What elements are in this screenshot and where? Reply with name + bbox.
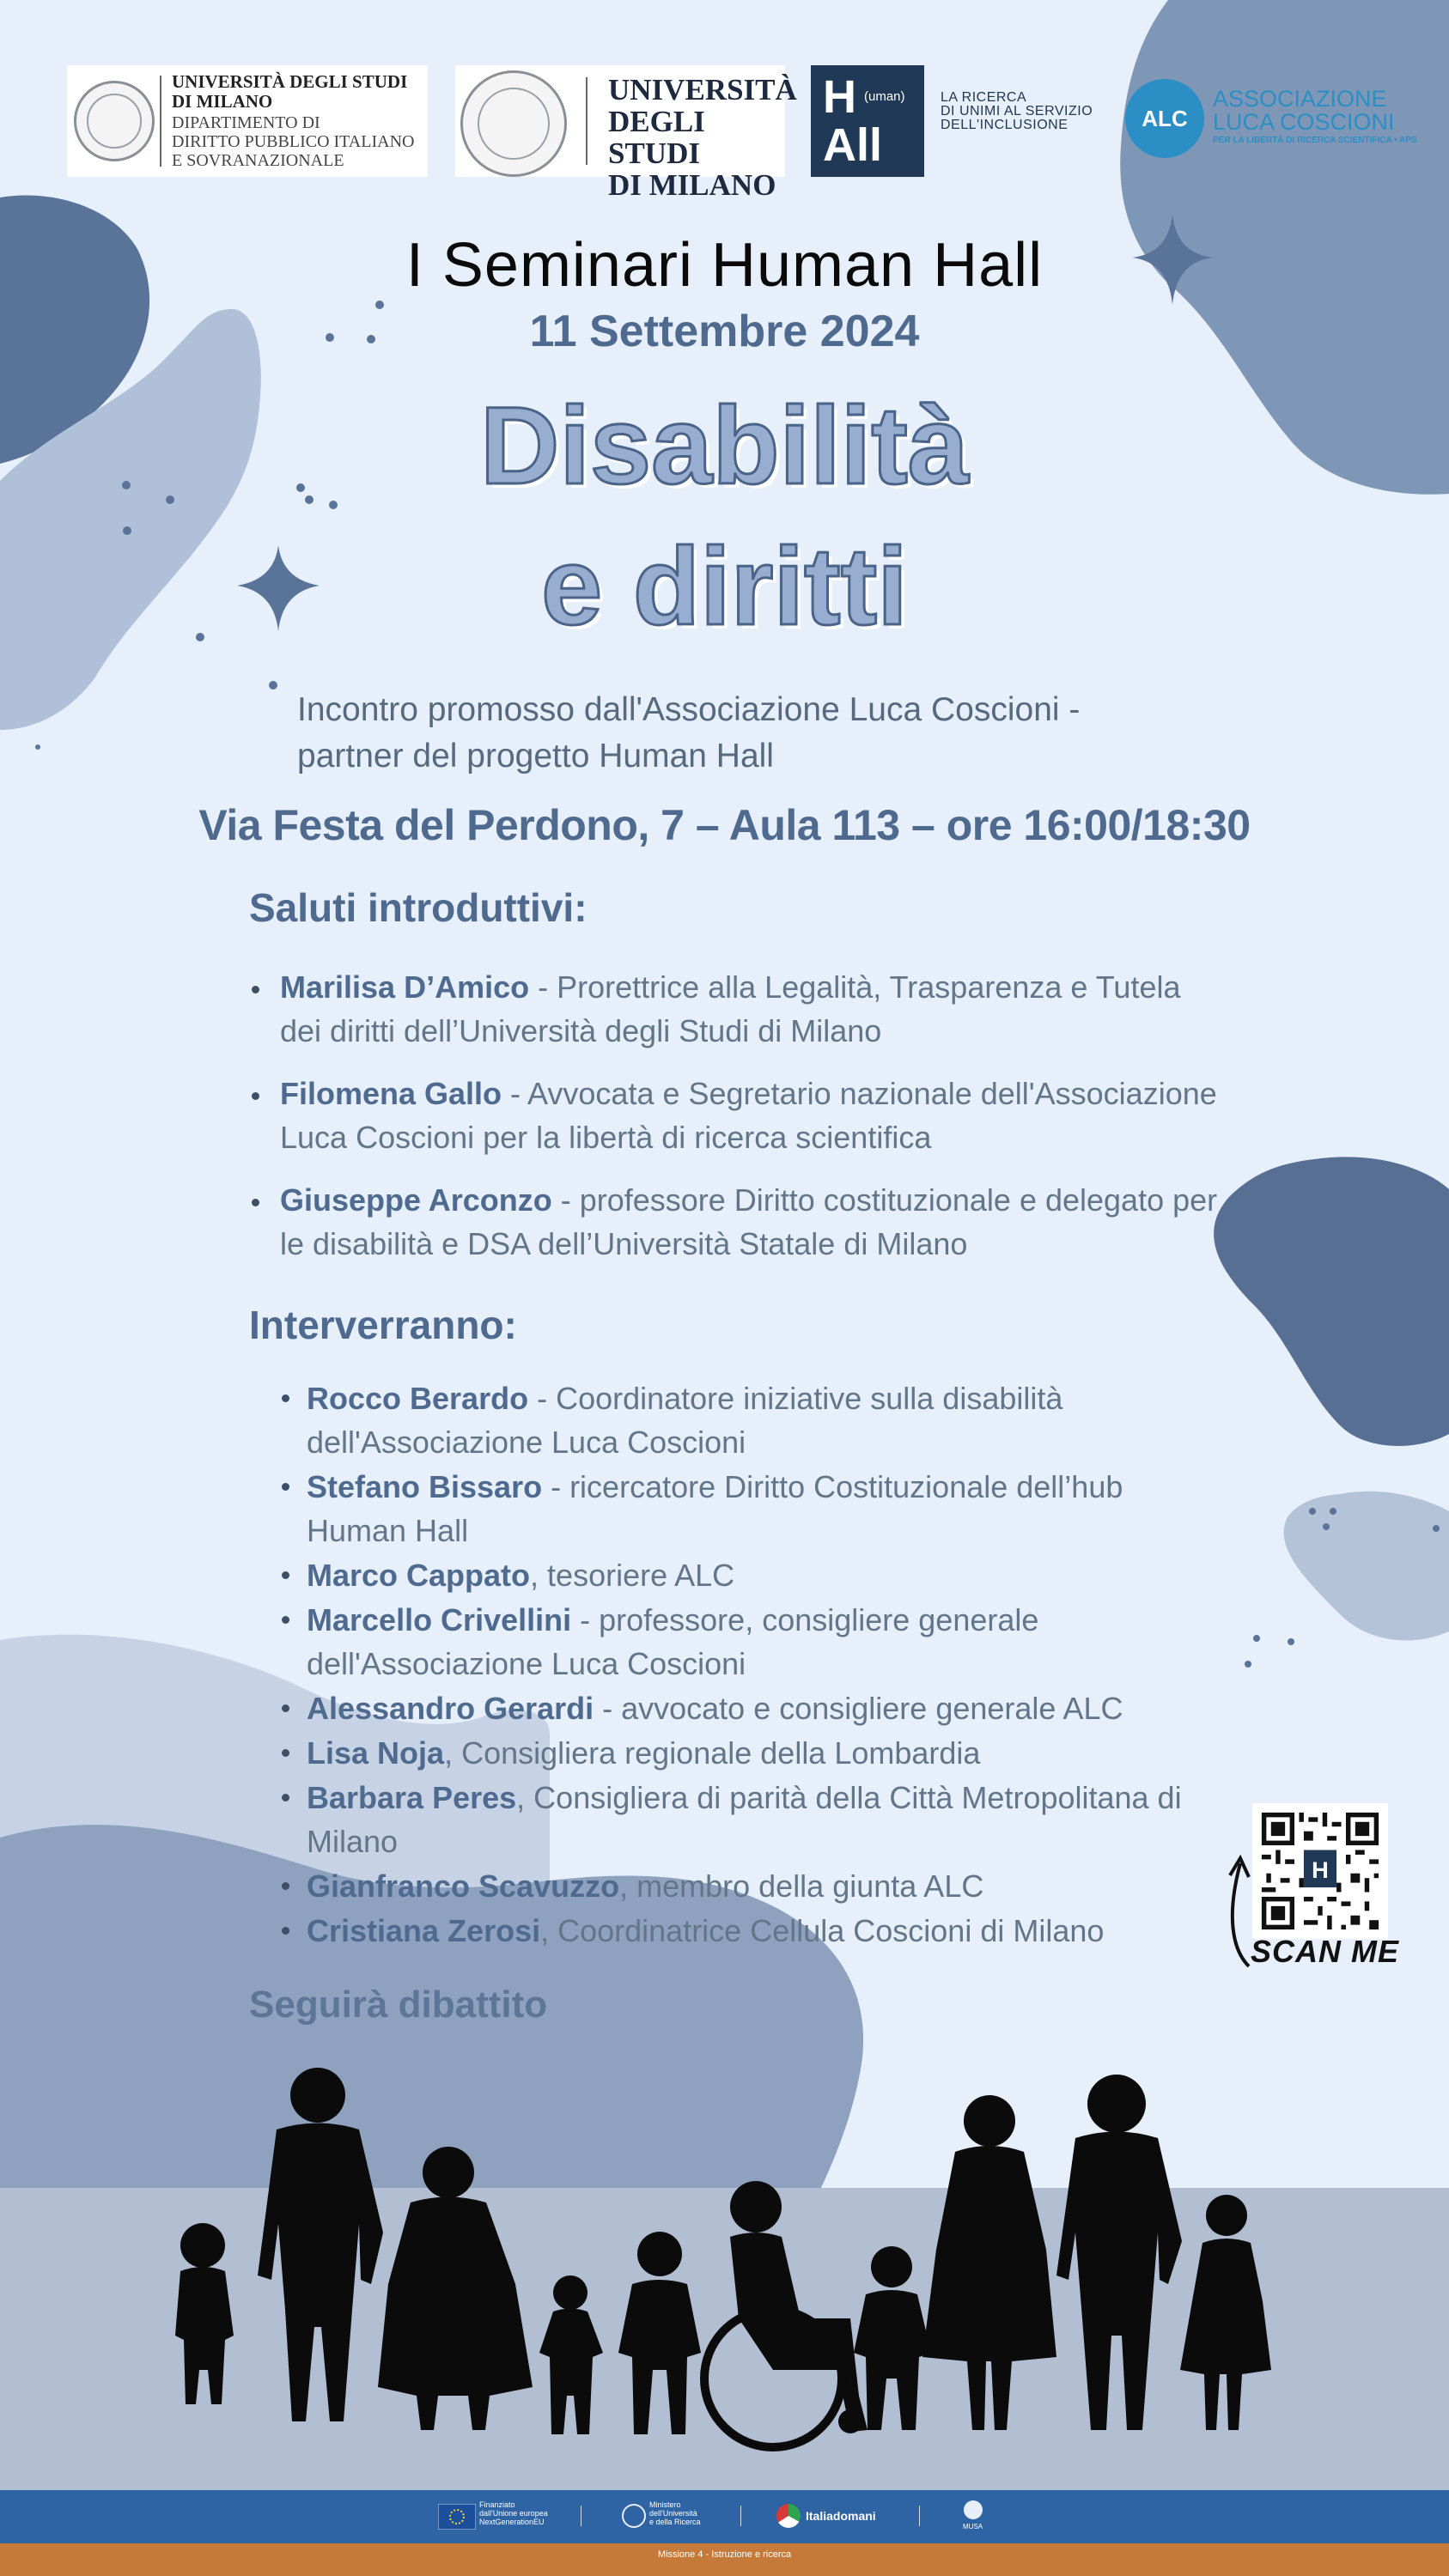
speaker-role: , tesoriere ALC — [530, 1558, 735, 1593]
speaker-name: Alessandro Gerardi — [307, 1691, 594, 1726]
musa-text: MUSA — [963, 2523, 983, 2530]
speaker-name: Marcello Crivellini — [307, 1602, 572, 1637]
human-hall-logo — [811, 65, 924, 177]
speaker-role: - professore Diritto costituzionale e delegato per — [551, 1182, 1218, 1218]
bullet-icon — [252, 1092, 259, 1100]
speaker-role: , Coordinatrice Cellula Coscioni di Milano — [540, 1913, 1105, 1948]
university-seal-icon — [460, 70, 567, 177]
ministry-text: Ministero dell'Università e della Ricerca — [649, 2500, 701, 2526]
speaker-item — [307, 1776, 1182, 1863]
speaker-item — [307, 1686, 1123, 1730]
speaker-name: Filomena Gallo — [280, 1076, 502, 1111]
speaker-role-cont: Luca Coscioni per la libertà di ricerca scientifica — [280, 1120, 932, 1155]
bullet-icon — [282, 1571, 289, 1579]
eu-funding-text: Finanziato dall'Unione europea NextGenerationEU — [479, 2500, 548, 2526]
bullet-icon — [282, 1927, 289, 1935]
speaker-item — [307, 1864, 983, 1908]
speaker-role-cont: dell'Associazione Luca Coscioni — [307, 1646, 746, 1681]
speaker-item — [307, 1909, 1104, 1953]
university-name-large: UNIVERSITÀ DEGLI STUDI DI MILANO — [608, 73, 797, 202]
ministry-emblem-icon — [622, 2504, 646, 2528]
eu-flag-icon — [438, 2504, 476, 2530]
bullet-icon — [282, 1483, 289, 1491]
bullet-icon — [282, 1616, 289, 1624]
speaker-name: Stefano Bissaro — [307, 1469, 543, 1504]
speaker-name: Rocco Berardo — [307, 1381, 529, 1416]
funding-bar — [0, 2490, 1449, 2543]
event-title-line2: e diritti — [541, 526, 908, 648]
bullet-icon — [282, 1704, 289, 1712]
intro-line2: partner del progetto Human Hall — [297, 738, 774, 775]
speakers-heading: Interverranno: — [249, 1303, 517, 1347]
speaker-item — [307, 1465, 1123, 1552]
qr-code[interactable] — [1252, 1803, 1388, 1939]
speaker-name: Marilisa D’Amico — [280, 969, 530, 1005]
svg-text:H: H — [1312, 1856, 1329, 1884]
human-hall-tagline: LA RICERCA DI UNIMI AL SERVIZIO DELL'INCLUSIONE — [941, 90, 1093, 132]
alc-badge-icon — [1125, 79, 1204, 158]
greeting-item — [280, 1072, 1217, 1159]
alc-name: ASSOCIAZIONE LUCA COSCIONI — [1213, 86, 1395, 135]
unimi-logo — [455, 65, 797, 202]
speaker-name: Lisa Noja — [307, 1735, 445, 1771]
footer-divider — [740, 2506, 741, 2526]
alc-badge-text: ALC — [1142, 106, 1188, 131]
italiadomani-icon — [776, 2504, 801, 2528]
bullet-icon — [282, 1882, 289, 1890]
speaker-role: - Coordinatore iniziative sulla disabilità — [528, 1381, 1063, 1416]
greeting-item — [280, 965, 1180, 1053]
greetings-heading: Saluti introduttivi: — [249, 885, 588, 930]
speaker-role-cont: le disabilità e DSA dell’Università Statale di Milano — [280, 1226, 968, 1261]
human-hall-h: H — [823, 71, 856, 123]
scan-me-label: SCAN ME — [1251, 1934, 1400, 1969]
speaker-item — [307, 1553, 734, 1597]
speaker-role: , Consigliera di parità della Città Metropolitana di — [516, 1780, 1182, 1815]
blob-right-low — [1284, 1492, 1449, 1641]
human-hall-all: All — [823, 119, 883, 171]
speaker-role: - Prorettrice alla Legalità, Trasparenza e Tutela — [529, 969, 1181, 1005]
speaker-name: Marco Cappato — [307, 1558, 531, 1593]
speaker-role: - ricercatore Diritto Costituzionale dell’hub — [542, 1469, 1123, 1504]
intro-text — [297, 687, 1122, 780]
event-title-line1: Disabilità — [479, 385, 970, 507]
bullet-icon — [282, 1794, 289, 1801]
event-date: 11 Settembre 2024 — [529, 307, 920, 356]
mission-caption: Missione 4 - Istruzione e ricerca — [657, 2549, 792, 2560]
bullet-icon — [282, 1749, 289, 1757]
speaker-name: Giuseppe Arconzo — [280, 1182, 552, 1218]
speaker-item — [307, 1598, 1038, 1686]
university-name: UNIVERSITÀ DEGLI STUDI DI MILANO — [172, 71, 408, 112]
speaker-role: - professore, consigliere generale — [571, 1602, 1039, 1637]
human-hall-uman: (uman) — [864, 89, 905, 104]
speaker-role: - Avvocata e Segretario nazionale dell'Associazione — [502, 1076, 1217, 1111]
footer-divider — [919, 2506, 920, 2526]
speaker-role-cont: Human Hall — [307, 1513, 469, 1548]
speaker-role: , Consigliera regionale della Lombardia — [444, 1735, 981, 1771]
venue-info: Via Festa del Perdono, 7 – Aula 113 – ore 16:00/18:30 — [198, 801, 1251, 849]
greeting-item — [280, 1178, 1217, 1266]
bullet-icon — [252, 1199, 259, 1206]
qr-code-icon — [1252, 1803, 1388, 1939]
speaker-item — [307, 1731, 980, 1775]
speaker-name: Gianfranco Scavuzzo — [307, 1868, 620, 1904]
university-seal-icon — [74, 81, 155, 161]
logo-divider — [160, 76, 161, 167]
logo-divider — [586, 77, 588, 165]
musa-tree-icon — [964, 2500, 983, 2519]
speaker-name: Barbara Peres — [307, 1780, 517, 1815]
speaker-name: Cristiana Zerosi — [307, 1913, 541, 1948]
speaker-role: , membro della giunta ALC — [619, 1868, 984, 1904]
blob-right-mid — [1214, 1157, 1449, 1446]
seminar-series-title: I Seminari Human Hall — [405, 231, 1044, 300]
italiadomani-text: Italiadomani — [806, 2509, 876, 2523]
closing-note: Seguirà dibattito — [249, 1984, 548, 2026]
speaker-role: - avvocato e consigliere generale ALC — [594, 1691, 1123, 1726]
unimi-department-logo — [67, 65, 428, 177]
mission-bar — [0, 2543, 1449, 2576]
alc-tagline: PER LA LIBERTÀ DI RICERCA SCIENTIFICA • APS — [1213, 136, 1417, 145]
speaker-role-cont: Milano — [307, 1824, 399, 1859]
department-name: DIPARTIMENTO DI DIRITTO PUBBLICO ITALIANO E SOVRANAZIONALE — [172, 113, 415, 170]
intro-line1: Incontro promosso dall'Associazione Luca Coscioni - — [297, 691, 1081, 728]
speaker-role-cont: dell'Associazione Luca Coscioni — [307, 1425, 746, 1460]
bullet-icon — [282, 1394, 289, 1402]
bullet-icon — [252, 986, 259, 993]
speaker-role-cont: dei diritti dell’Università degli Studi di Milano — [280, 1013, 882, 1048]
speaker-item — [307, 1376, 1062, 1464]
